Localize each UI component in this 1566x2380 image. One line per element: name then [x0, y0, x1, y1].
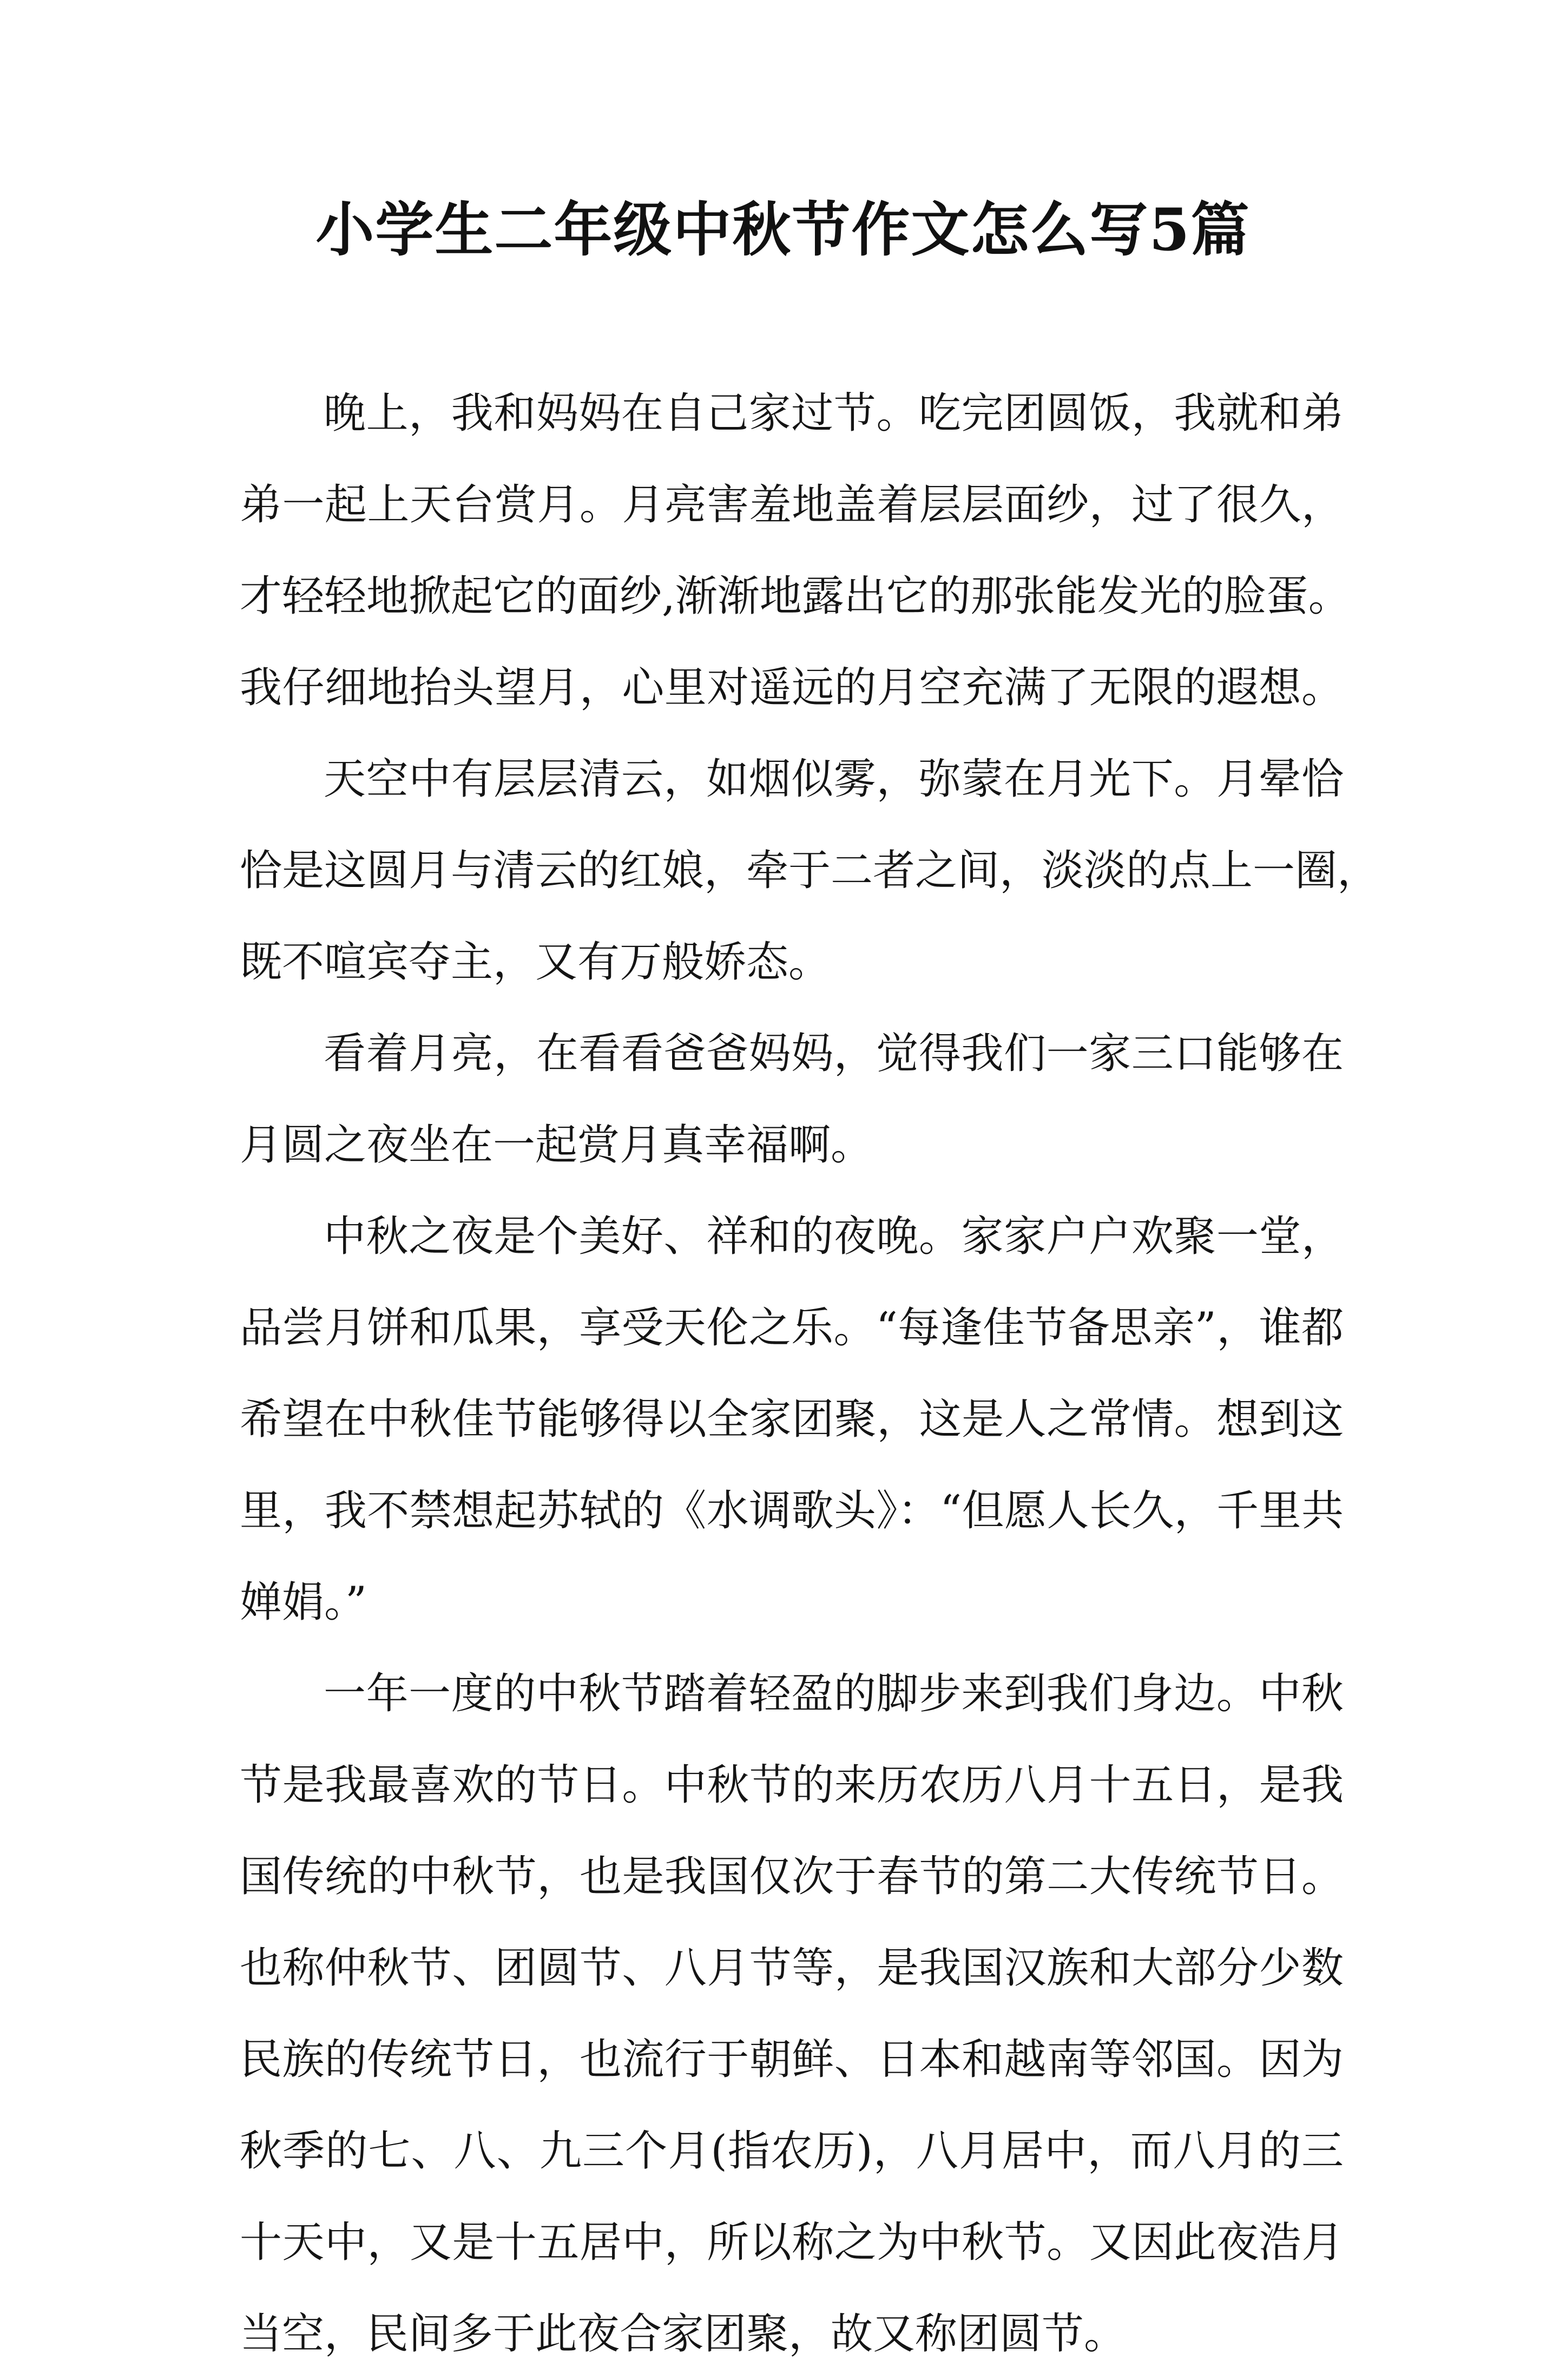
text-line: 秋季的七、八、九三个月(指农历)，八月居中，而八月的三 [240, 2127, 1344, 2175]
document-title: 小学生二年级中秋节作文怎么写5篇 [315, 196, 1251, 264]
text-line: 恰是这圆月与清云的红娘，牵于二者之间，淡淡的点上一圈， [240, 846, 1380, 895]
text-line: 晚上，我和妈妈在自己家过节。吃完团圆饭，我就和弟 [324, 389, 1344, 438]
text-line: 当空，民间多于此夜合家团聚，故又称团圆节。 [240, 2310, 1127, 2358]
text-line: 十天中，又是十五居中，所以称之为中秋节。又因此夜浩月 [240, 2218, 1344, 2267]
text-line: 希望在中秋佳节能够得以全家团聚，这是人之常情。想到这 [240, 1395, 1344, 1444]
text-line: 我仔细地抬头望月，心里对遥远的月空充满了无限的遐想。 [240, 663, 1344, 712]
text-line: 国传统的中秋节，也是我国仅次于春节的第二大传统节日。 [240, 1852, 1344, 1901]
text-line: 月圆之夜坐在一起赏月真幸福啊。 [240, 1121, 873, 1169]
text-line: 里，我不禁想起苏轼的《水调歌头》：“但愿人长久，千里共 [240, 1487, 1344, 1535]
text-line: 也称仲秋节、团圆节、八月节等，是我国汉族和大部分少数 [240, 1944, 1344, 1993]
text-line: 看着月亮，在看看爸爸妈妈，觉得我们一家三口能够在 [324, 1029, 1344, 1078]
text-line: 节是我最喜欢的节日。中秋节的来历农历八月十五日，是我 [240, 1761, 1344, 1810]
text-line: 既不喧宾夺主，又有万般娇态。 [240, 938, 831, 987]
text-line: 品尝月饼和瓜果，享受天伦之乐。“每逢佳节备思亲”，谁都 [240, 1304, 1344, 1352]
text-line: 才轻轻地掀起它的面纱,渐渐地露出它的那张能发光的脸蛋。 [240, 572, 1351, 621]
text-line: 婵娟。” [240, 1578, 367, 1627]
text-line: 弟一起上天台赏月。月亮害羞地盖着层层面纱，过了很久， [240, 481, 1344, 529]
document-body [240, 368, 1380, 2380]
text-line: 天空中有层层清云，如烟似雾，弥蒙在月光下。月晕恰 [324, 755, 1344, 804]
text-line: 民族的传统节日，也流行于朝鲜、日本和越南等邻国。因为 [240, 2035, 1344, 2084]
text-line: 中秋之夜是个美好、祥和的夜晚。家家户户欢聚一堂， [324, 1212, 1344, 1261]
text-line: 一年一度的中秋节踏着轻盈的脚步来到我们身边。中秋 [324, 1669, 1344, 1718]
